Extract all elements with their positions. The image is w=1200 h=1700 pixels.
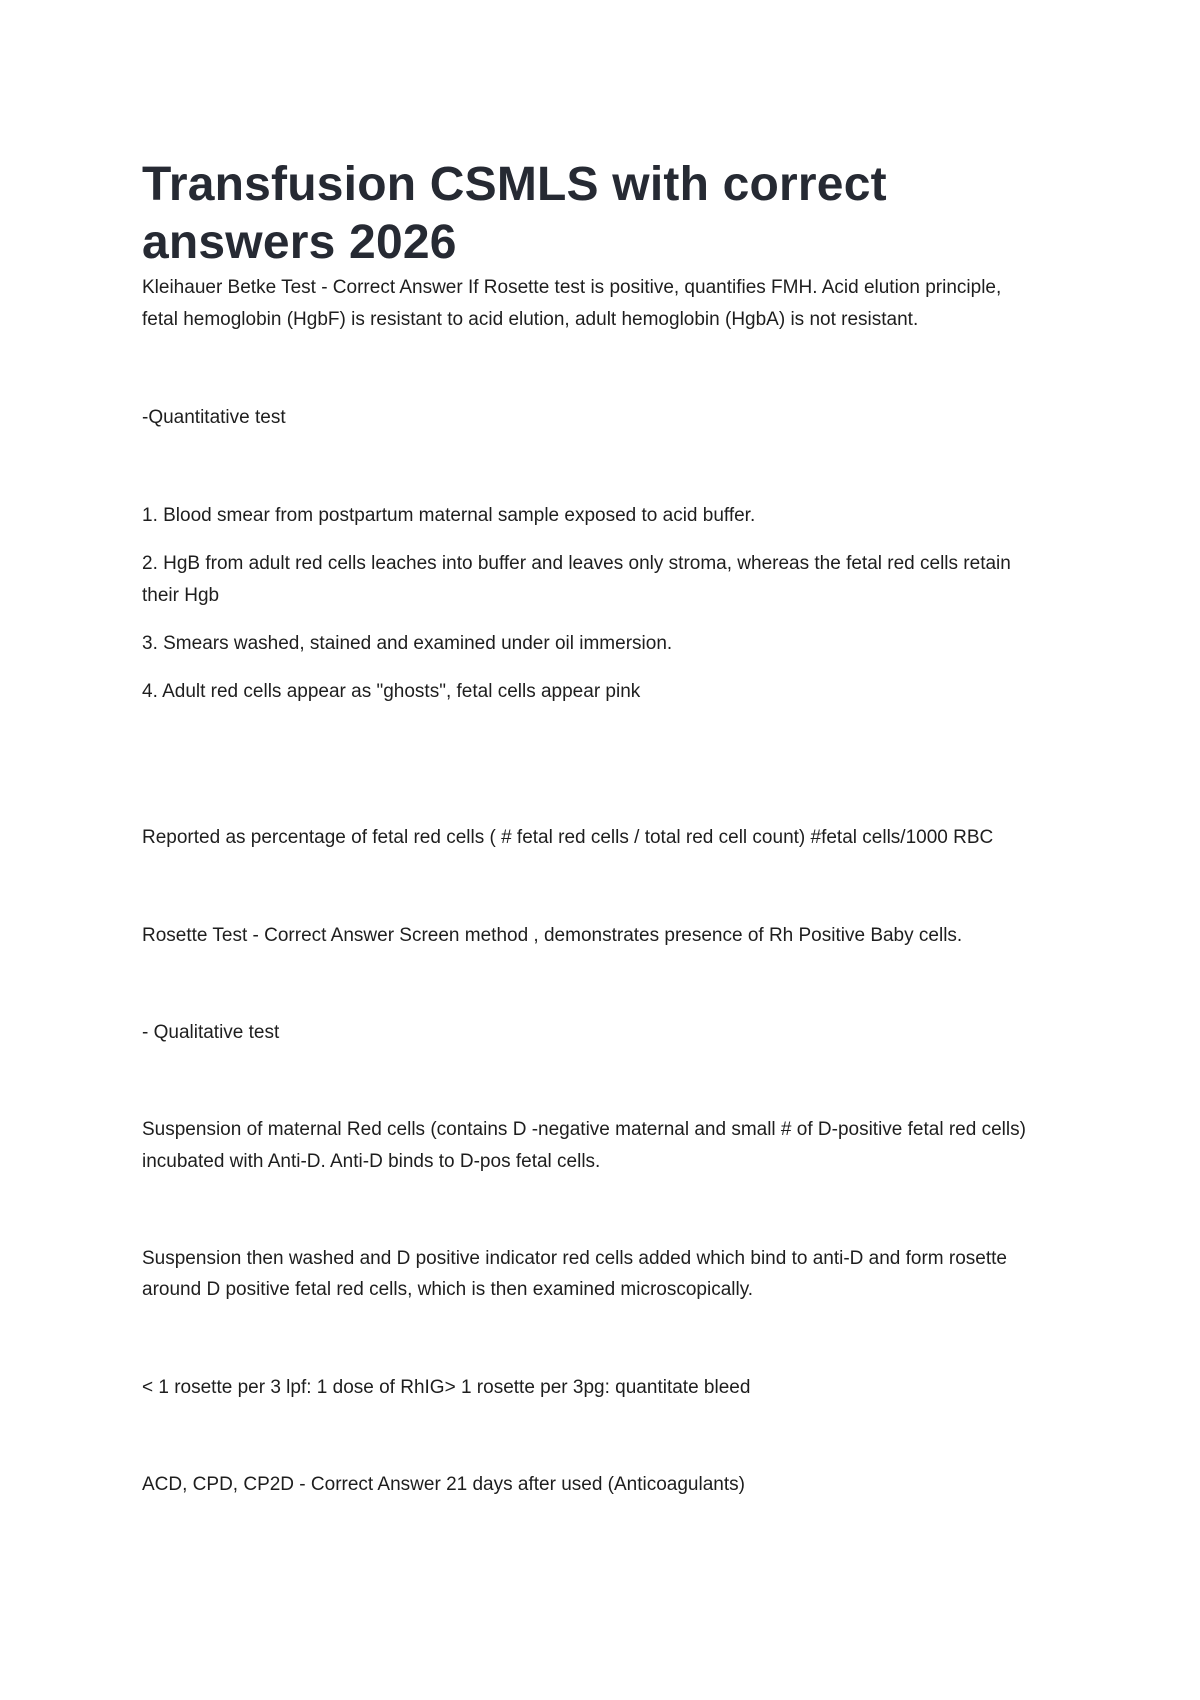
step-2-line-1: 2. HgB from adult red cells leaches into buffer and leaves only stroma, whereas the fetal red cells retain (142, 553, 1011, 574)
kleihauer-betke-line-1: Kleihauer Betke Test - Correct Answer If Rosette test is positive, quantifies FMH. Acid elution principle, (142, 277, 1002, 298)
step-4: 4. Adult red cells appear as "ghosts", fetal cells appear pink (142, 681, 641, 702)
qualitative-test-label: - Qualitative test (142, 1022, 280, 1043)
kleihauer-betke-line-2: fetal hemoglobin (HgbF) is resistant to acid elution, adult hemoglobin (HgbA) is not resistant. (142, 309, 919, 330)
document-title: Transfusion CSMLS with correct answers 2026 (142, 158, 887, 269)
anticoagulant-line: ACD, CPD, CP2D - Correct Answer 21 days after used (Anticoagulants) (142, 1474, 745, 1495)
step-3: 3. Smears washed, stained and examined under oil immersion. (142, 633, 673, 654)
suspension-2-line-2: around D positive fetal red cells, which is then examined microscopically. (142, 1279, 754, 1300)
quantitative-test-label: -Quantitative test (142, 407, 286, 428)
rosette-rule-line: < 1 rosette per 3 lpf: 1 dose of RhIG> 1 rosette per 3pg: quantitate bleed (142, 1377, 751, 1398)
reported-as-line: Reported as percentage of fetal red cells ( # fetal red cells / total red cell count) #fetal cells/1000 RBC (142, 827, 994, 848)
step-1: 1. Blood smear from postpartum maternal sample exposed to acid buffer. (142, 505, 756, 526)
suspension-1-line-2: incubated with Anti-D. Anti-D binds to D-pos fetal cells. (142, 1151, 601, 1172)
step-2-line-2: their Hgb (142, 585, 220, 606)
suspension-2-line-1: Suspension then washed and D positive indicator red cells added which bind to anti-D and form rosette (142, 1248, 1008, 1269)
rosette-test-line: Rosette Test - Correct Answer Screen method , demonstrates presence of Rh Positive Baby cells. (142, 925, 963, 946)
suspension-1-line-1: Suspension of maternal Red cells (contains D -negative maternal and small # of D-positive fetal red cells) (142, 1119, 1026, 1140)
